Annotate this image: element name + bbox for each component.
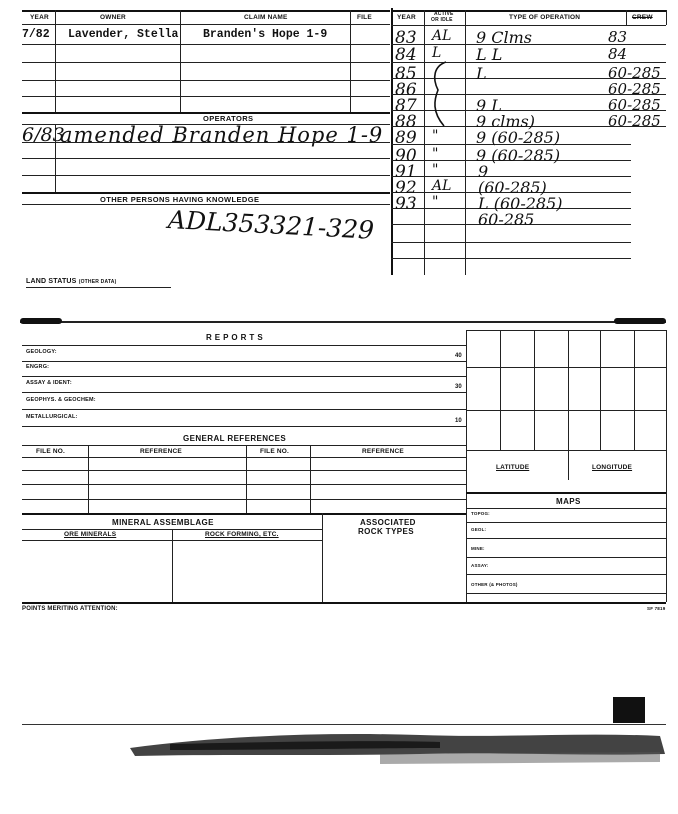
map-item-label: GEOL:	[471, 527, 487, 532]
separator-line	[20, 321, 666, 323]
map-item-label: OTHER (& PHOTOS)	[471, 582, 518, 587]
form-number: SF 7819	[647, 606, 666, 611]
operators-entry: amended Branden Hope 1-9	[60, 123, 384, 147]
assoc-line1: ASSOCIATED	[360, 518, 416, 527]
act-type: 9	[478, 162, 489, 181]
act-active: AL	[432, 28, 452, 44]
act-crew: 60-285	[608, 64, 661, 82]
map-item-line	[466, 593, 666, 594]
act-type: 9 clms)	[476, 112, 535, 131]
report-field-line	[22, 392, 466, 393]
act-crew: 83	[608, 28, 628, 46]
act-type: 60-285	[478, 210, 535, 229]
report-field-label: ENGRG:	[26, 364, 50, 370]
separator-mark-left	[20, 318, 62, 324]
map-item-label: TOPOG:	[471, 511, 490, 516]
act-year: 89	[395, 128, 417, 148]
act-year: 84	[395, 45, 417, 65]
act-row-line	[391, 258, 631, 259]
general-refs-title: GENERAL REFERENCES	[183, 434, 287, 443]
operators-date: 6/83	[22, 124, 65, 146]
act-active: "	[432, 162, 439, 178]
act-header-active: ACTIVE	[434, 11, 454, 17]
header-owner: OWNER	[100, 14, 126, 21]
report-field-line	[22, 361, 466, 362]
land-status-text: LAND STATUS	[26, 278, 77, 285]
report-field-label: GEOLOGY:	[26, 349, 57, 355]
map-item-line	[466, 574, 666, 575]
map-item-line	[466, 522, 666, 523]
separator-mark-right	[614, 318, 666, 324]
scan-smudge	[20, 718, 668, 768]
report-field-label: ASSAY & IDENT:	[26, 380, 72, 386]
act-type: L	[476, 64, 487, 83]
act-header-crew: CREW	[632, 14, 653, 21]
act-header-year: YEAR	[397, 14, 416, 21]
act-year: 91	[395, 162, 417, 182]
assoc-line2: ROCK TYPES	[358, 527, 415, 536]
longitude-label: LONGITUDE	[592, 464, 633, 471]
claim-owner: Lavender, Stella	[68, 28, 179, 41]
header-claim-name: CLAIM NAME	[244, 14, 288, 21]
mineral-title: MINERAL ASSEMBLAGE	[112, 518, 214, 527]
report-field-number: 40	[455, 353, 462, 359]
act-row-line	[391, 242, 631, 243]
act-active: L	[432, 45, 442, 61]
map-item-line	[466, 557, 666, 558]
report-field-line	[22, 426, 466, 427]
refs-reference-1: REFERENCE	[140, 448, 182, 455]
act-type: (60-285)	[478, 178, 547, 197]
report-field-line	[22, 376, 466, 377]
act-crew: 60-285	[608, 80, 661, 98]
claim-name: Branden's Hope 1-9	[203, 28, 328, 41]
points-label: POINTS MERITING ATTENTION:	[22, 606, 118, 612]
report-field-label: GEOPHYS. & GEOCHEM:	[26, 397, 96, 403]
map-item-label: MINE:	[471, 546, 485, 551]
act-year: 86	[395, 80, 417, 100]
act-type: L L	[476, 45, 503, 64]
report-field-line	[22, 409, 466, 410]
claim-year: 7/82	[22, 28, 50, 41]
map-item-label: ASSAY:	[471, 563, 489, 568]
act-year: 92	[395, 178, 417, 198]
act-active: AL	[432, 178, 452, 194]
act-active: "	[432, 128, 439, 144]
act-header-type: TYPE OF OPERATION	[509, 14, 581, 21]
report-field-number: 30	[455, 384, 462, 390]
act-year: 83	[395, 28, 417, 48]
operators-title: OPERATORS	[203, 114, 254, 123]
act-row-line	[391, 176, 631, 177]
act-active: "	[432, 146, 439, 162]
refs-reference-2: REFERENCE	[362, 448, 404, 455]
act-crew: 60-285	[608, 112, 661, 130]
act-type: 9 L	[476, 96, 502, 115]
refs-file-no-1: FILE NO.	[36, 448, 66, 455]
act-header-idle: OR IDLE	[431, 17, 453, 23]
act-type: 9 (60-285)	[476, 146, 561, 165]
header-year: YEAR	[30, 14, 49, 21]
act-brace-mark	[424, 60, 464, 130]
refs-file-no-2: FILE NO.	[260, 448, 290, 455]
other-persons-entry: ADL353321-329	[167, 205, 375, 245]
act-type: 9 Clms	[476, 28, 533, 47]
report-field-number: 10	[455, 418, 462, 424]
other-persons-title: OTHER PERSONS HAVING KNOWLEDGE	[100, 195, 260, 204]
act-year: 90	[395, 146, 417, 166]
rock-forming: ROCK FORMING, ETC.	[205, 531, 279, 538]
act-type: 9 (60-285)	[476, 128, 561, 147]
land-status-sub: (OTHER DATA)	[78, 279, 117, 285]
ore-minerals: ORE MINERALS	[64, 531, 117, 538]
act-year: 87	[395, 96, 417, 116]
reports-title: R E P O R T S	[206, 333, 264, 342]
map-item-line	[466, 538, 666, 539]
header-file: FILE	[357, 14, 372, 21]
latitude-label: LATITUDE	[496, 464, 530, 471]
maps-title: MAPS	[556, 497, 581, 506]
act-crew: 60-285	[608, 96, 661, 114]
act-year: 93	[395, 194, 417, 214]
land-status-label	[26, 278, 116, 285]
act-active: "	[432, 194, 439, 210]
act-year: 85	[395, 64, 417, 84]
report-field-label: METALLURGICAL:	[26, 414, 78, 420]
act-type: L (60-285)	[478, 194, 563, 213]
act-crew: 84	[608, 45, 628, 63]
act-year: 88	[395, 112, 417, 132]
